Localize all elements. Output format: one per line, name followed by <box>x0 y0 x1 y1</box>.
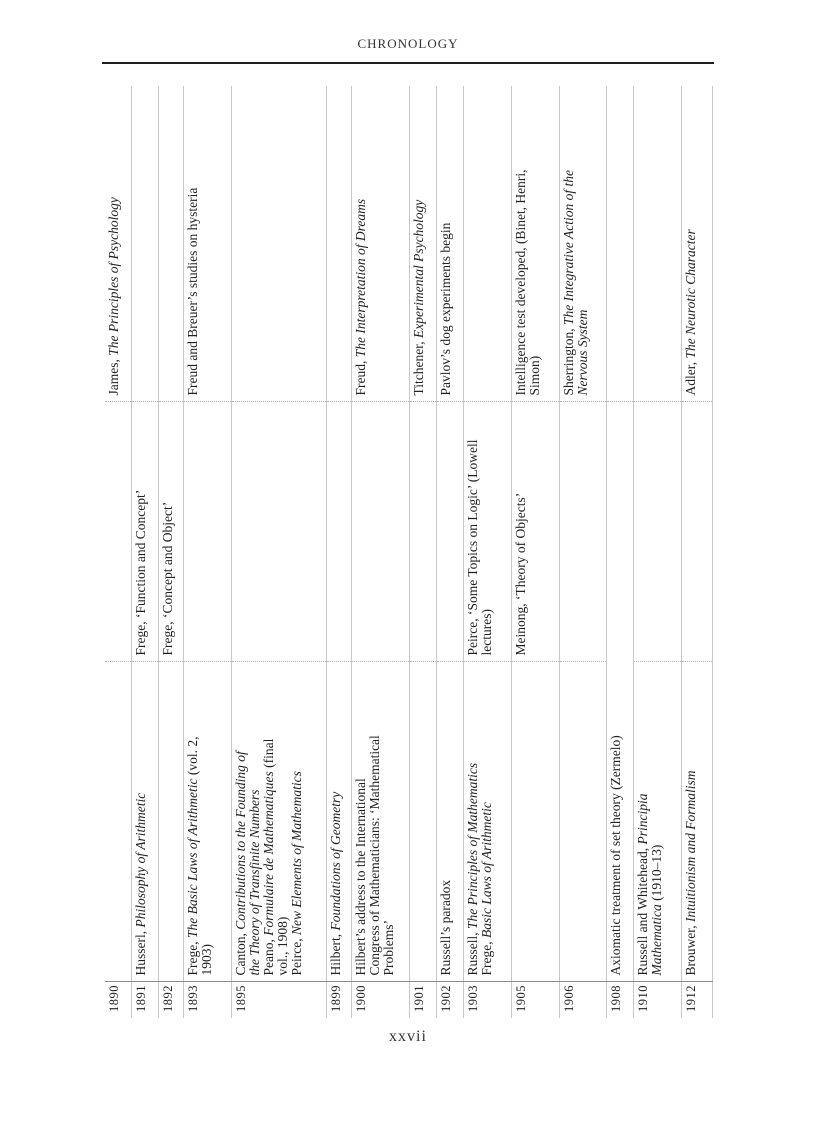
entry-line <box>636 669 650 976</box>
title-text: Basic Laws of Arithmetic <box>479 802 495 938</box>
mathematics-cell <box>132 662 159 982</box>
entry-line <box>528 92 542 396</box>
entry-text: Frege, <box>185 938 201 976</box>
psychology-cell <box>327 86 352 402</box>
title-text: The Principles of Psychology <box>106 197 121 356</box>
entry-line <box>368 669 382 976</box>
mathematics-cell <box>231 662 326 982</box>
entry-text: Problems’ <box>381 920 397 976</box>
entry-line <box>186 669 200 976</box>
entry-line <box>609 409 623 976</box>
entry-line <box>650 669 664 976</box>
title-text: the Theory of Transfinite Numbers <box>246 789 262 976</box>
psychology-cell <box>634 86 682 402</box>
entry-text: Husserl, <box>133 927 149 976</box>
year-cell: 1910 <box>636 985 651 1012</box>
chronology-row <box>132 86 159 1018</box>
entry-text: vol., 1908) <box>274 916 290 976</box>
entry-text: Freud, <box>353 357 369 396</box>
mathematics-cell <box>327 662 352 982</box>
entry-line <box>107 92 121 396</box>
psychology-cell <box>681 86 712 402</box>
entry-line <box>412 92 426 396</box>
mathematics-cell <box>464 662 512 982</box>
year-cell: 1912 <box>683 985 698 1012</box>
logic-cell <box>352 402 410 662</box>
chronology-row <box>437 86 464 1018</box>
entry-text: (final <box>260 738 276 772</box>
psychology-cell <box>184 86 232 402</box>
year-cell: 1902 <box>439 985 454 1012</box>
entry-text: Meinong, ‘Theory of Objects’ <box>512 492 528 656</box>
entry-text: James, <box>106 355 121 396</box>
title-text: Intuitionism and Formalism <box>682 770 698 923</box>
entry-line <box>576 92 590 396</box>
title-text: New Elements of Mathematics <box>288 771 304 936</box>
entry-line <box>262 669 276 976</box>
mathematics-cell <box>352 662 410 982</box>
entry-line <box>514 92 528 396</box>
entry-text: Titchener, <box>411 338 427 396</box>
entry-text: Pavlov’s dog experiments begin <box>438 222 454 396</box>
year-cell: 1900 <box>354 985 369 1012</box>
title-text: The Interpretation of Dreams <box>353 198 369 358</box>
entry-text: lectures) <box>479 609 495 656</box>
chronology-row <box>511 86 559 1018</box>
chronology-row <box>184 86 232 1018</box>
entry-line <box>248 669 262 976</box>
entry-text: Frege, <box>479 938 495 976</box>
entry-text: Axiomatic treatment of set theory (Zermelo) <box>608 735 624 976</box>
chronology-row <box>464 86 512 1018</box>
psychology-cell <box>352 86 410 402</box>
running-head: CHRONOLOGY <box>357 36 459 51</box>
entry-text: Sherrington, <box>560 325 576 396</box>
logic-cell <box>105 402 132 662</box>
entry-line <box>354 669 368 976</box>
entry-text: Russell’s paradox <box>438 879 454 976</box>
logic-cell <box>231 402 326 662</box>
head-rule <box>102 62 714 64</box>
page-number: xxvii <box>389 1028 427 1045</box>
entry-text: Adler, <box>682 358 698 396</box>
mathematics-cell <box>511 662 559 982</box>
logic-cell <box>132 402 159 662</box>
entry-text: Hilbert’s address to the International <box>353 778 369 976</box>
title-text: The Principles of Mathematics <box>465 762 481 929</box>
entry-line <box>684 92 698 396</box>
entry-text: 1903) <box>199 944 215 976</box>
title-text: The Basic Laws of Arithmetic <box>185 778 201 938</box>
logic-cell <box>410 402 437 662</box>
title-text: Nervous System <box>574 309 590 396</box>
entry-text: (1910–13) <box>649 844 665 905</box>
title-text: Mathematica <box>649 904 665 976</box>
mathematics-cell <box>159 662 184 982</box>
chronology-row <box>410 86 437 1018</box>
entry-text: Peano, <box>260 935 276 976</box>
entry-text: Russell and Whitehead, <box>635 844 651 976</box>
entry-text: (vol. 2, <box>185 736 201 779</box>
entry-text: Russell, <box>465 928 481 976</box>
entry-text: Congress of Mathematicians: ‘Mathematical <box>367 735 383 976</box>
title-text: Formulaire de Mathematiques <box>260 771 276 936</box>
year-cell: 1892 <box>161 985 176 1012</box>
entry-line <box>562 92 576 396</box>
psychology-cell <box>559 86 607 402</box>
logic-cell <box>327 402 352 662</box>
entry-text: Brouwer, <box>682 922 698 976</box>
title-text: The Integrative Action of the <box>560 170 576 325</box>
psychology-cell <box>410 86 437 402</box>
entry-line <box>439 92 453 396</box>
chronology-table <box>105 86 713 1018</box>
entry-text: Peirce, <box>288 935 304 976</box>
title-text: The Neurotic Character <box>682 229 698 359</box>
entry-line <box>134 409 148 656</box>
entry-line <box>382 669 396 976</box>
entry-line <box>466 409 480 656</box>
psychology-cell <box>437 86 464 402</box>
logic-cell <box>559 402 607 662</box>
year-cell: 1895 <box>233 985 248 1012</box>
psychology-cell <box>159 86 184 402</box>
entry-line <box>234 669 248 976</box>
logic-cell <box>464 402 512 662</box>
entry-line <box>329 669 343 976</box>
entry-text: Simon) <box>526 355 542 396</box>
chronology-row <box>327 86 352 1018</box>
logic-cell <box>159 402 184 662</box>
year-cell: 1901 <box>412 985 427 1012</box>
logic-cell <box>437 402 464 662</box>
chronology-row <box>559 86 607 1018</box>
chronology-row <box>634 86 682 1018</box>
entry-text: Freud and Breuer’s studies on hysteria <box>185 187 201 396</box>
entry-line <box>354 92 368 396</box>
year-cell: 1903 <box>466 985 481 1012</box>
psychology-cell <box>511 86 559 402</box>
chronology-row <box>607 86 634 1018</box>
entry-line <box>276 669 290 976</box>
entry-line <box>161 409 175 656</box>
entry-line <box>684 669 698 976</box>
mathematics-cell <box>681 662 712 982</box>
logic-cell <box>511 402 559 662</box>
chronology-row <box>352 86 410 1018</box>
entry-text: Frege, ‘Function and Concept’ <box>133 489 149 656</box>
year-cell: 1905 <box>513 985 528 1012</box>
psychology-cell <box>132 86 159 402</box>
entry-text: Frege, ‘Concept and Object’ <box>160 501 176 656</box>
logic-cell <box>634 402 682 662</box>
psychology-cell <box>231 86 326 402</box>
title-text: Contributions to the Founding of <box>232 751 248 930</box>
entry-line <box>290 669 304 976</box>
logic-cell <box>184 402 232 662</box>
entry-text: Peirce, ‘Some Topics on Logic’ (Lowell <box>465 439 481 656</box>
mathematics-cell <box>184 662 232 982</box>
entry-text: Hilbert, <box>328 930 344 976</box>
title-text: Experimental Psychology <box>411 199 427 339</box>
title-text: Foundations of Geometry <box>328 791 344 931</box>
entry-line <box>514 409 528 656</box>
year-cell: 1906 <box>561 985 576 1012</box>
title-text: Principia <box>635 793 651 845</box>
entry-line <box>439 669 453 976</box>
chronology-row <box>681 86 712 1018</box>
psychology-cell <box>464 86 512 402</box>
chronology-body <box>105 86 713 1018</box>
mathematics-cell <box>634 662 682 982</box>
entry-line <box>134 669 148 976</box>
year-cell: 1893 <box>186 985 201 1012</box>
entry-line <box>480 409 494 656</box>
psychology-cell <box>105 86 132 402</box>
chronology-table-area <box>105 86 713 1018</box>
entry-line <box>200 669 214 976</box>
year-cell: 1908 <box>609 985 624 1012</box>
mathematics-cell <box>559 662 607 982</box>
entry-text: Intelligence test developed, (Binet, Henri, <box>512 169 528 396</box>
mathematics-logic-cell <box>607 402 634 982</box>
year-cell: 1899 <box>329 985 344 1012</box>
entry-line <box>186 92 200 396</box>
entry-text: Canton, <box>232 929 248 976</box>
mathematics-cell <box>437 662 464 982</box>
year-cell: 1891 <box>134 985 149 1012</box>
chronology-row <box>231 86 326 1018</box>
logic-cell <box>681 402 712 662</box>
year-cell: 1890 <box>107 985 121 1012</box>
mathematics-cell <box>105 662 132 982</box>
title-text: Philosophy of Arithmetic <box>133 792 149 928</box>
psychology-cell <box>607 86 634 402</box>
entry-line <box>480 669 494 976</box>
chronology-row <box>159 86 184 1018</box>
chronology-row <box>105 86 132 1018</box>
entry-line <box>466 669 480 976</box>
mathematics-cell <box>410 662 437 982</box>
